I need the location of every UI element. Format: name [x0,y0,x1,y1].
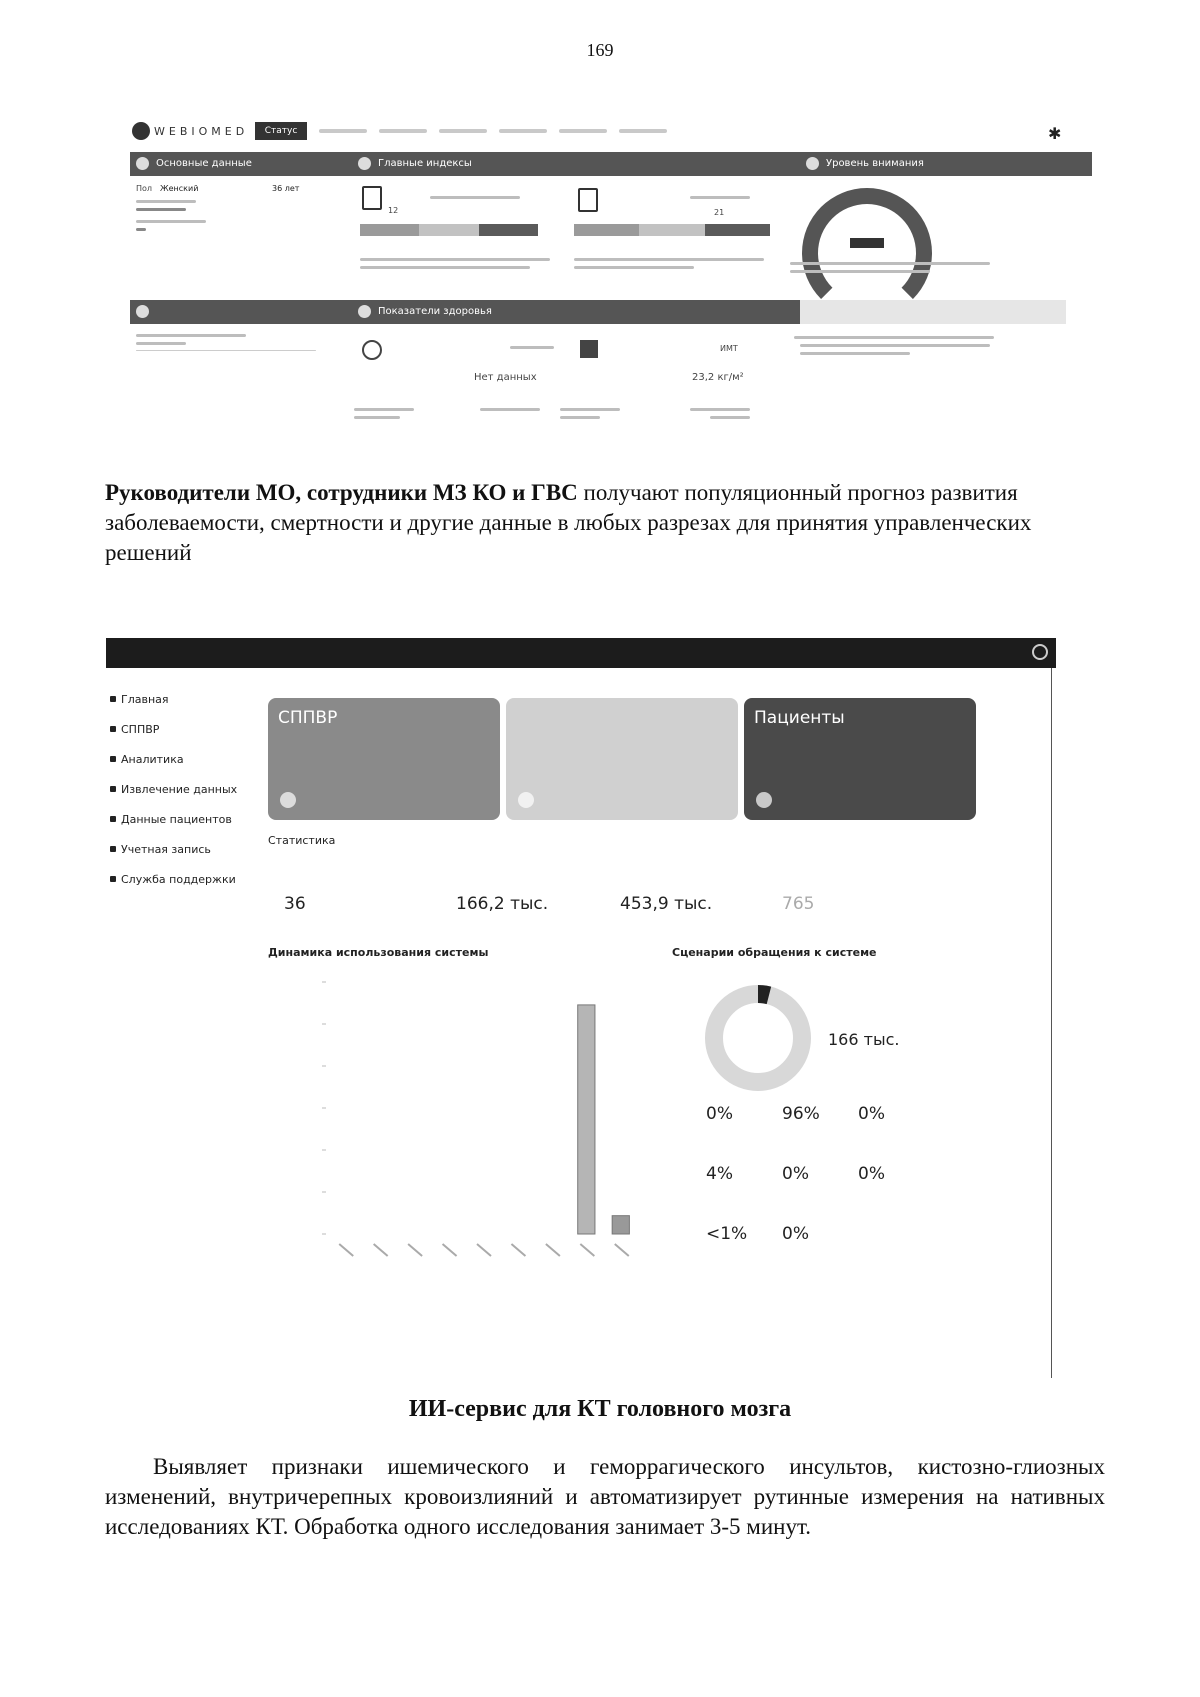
text-line [360,258,550,261]
donut-slice-minor[interactable] [758,994,769,995]
sidebar-item[interactable] [110,864,260,894]
cube-icon [110,726,116,732]
card-icon [518,792,534,808]
chart-icon [110,756,116,762]
text-line [710,416,750,419]
sidebar-item[interactable] [110,744,260,774]
sidebar-item[interactable] [110,684,260,714]
logo-text: WEBIOMED [154,124,249,138]
text-line [790,262,990,265]
text-line [574,266,694,269]
nav-tab[interactable] [439,129,487,133]
sidebar-item-label: Главная [121,692,169,706]
bmi-label: ИМТ [720,344,738,353]
home-icon [110,696,116,702]
x-tick-label [615,1244,629,1256]
card-icon [756,792,772,808]
text-line [136,342,186,345]
donut-slice-major[interactable] [714,994,802,1082]
user-icon [110,846,116,852]
usage-bar-chart [268,974,648,1274]
text-line [136,200,196,203]
nav-tab[interactable] [379,129,427,133]
sidebar-item-label: СППВР [121,722,160,736]
scenario-value: 0% [782,1224,809,1244]
sidebar-item[interactable] [110,714,260,744]
logo-icon [132,122,150,140]
text-line [136,220,206,223]
stat-value: 453,9 тыс. [620,894,713,914]
text-line [136,228,146,231]
text-line [360,266,530,269]
risk-scale-bar [574,224,770,236]
sidebar-item[interactable] [110,834,260,864]
text-line [574,258,764,261]
panel-diseases [130,300,372,324]
gear-icon[interactable]: ✱ [1048,124,1062,143]
network-icon [110,786,116,792]
scale-icon [580,340,598,358]
statistics-title: Статистика [268,834,336,847]
scenarios-title: Сценарии обращения к системе [672,946,877,959]
sidebar-item-label: Учетная запись [121,842,211,856]
logo [132,122,248,140]
dynamics-title: Динамика использования системы [268,946,489,959]
x-tick-label [408,1244,422,1256]
user-icon[interactable] [1032,644,1048,660]
section-heading: ИИ-сервис для КТ головного мозга [408,1396,792,1422]
card-sppvr[interactable] [268,698,500,820]
nav-tab[interactable] [499,129,547,133]
x-tick-label [511,1244,525,1256]
x-tick-label [580,1244,594,1256]
scenario-value: 0% [858,1104,885,1124]
sidebar-item-label: Аналитика [121,752,184,766]
text-line [480,408,540,411]
chart-bar[interactable] [578,1005,595,1234]
sidebar-item[interactable] [110,804,260,834]
x-tick-label [546,1244,560,1256]
panel-main-indices: Главные индексы [352,152,820,176]
no-data-text: Нет данных [474,372,537,383]
x-tick-label [477,1244,491,1256]
analytics-dashboard-screenshot [106,638,1056,1378]
patient-dashboard-screenshot [130,118,1070,478]
card-title: Пациенты [754,708,845,728]
card-analytics[interactable] [506,698,738,820]
sex-label: Пол [136,184,153,193]
scenario-value: <1% [706,1224,748,1244]
text-line [560,416,600,419]
sidebar [110,684,260,894]
age-value: 36 лет [272,184,300,193]
scenario-value: 0% [858,1164,885,1184]
text-line [354,416,400,419]
sidebar-item[interactable] [110,774,260,804]
intro-bold-subject: Руководители МО, сотрудники МЗ КО и ГВС [105,480,578,505]
text-line [510,346,554,349]
text-line [560,408,620,411]
text-line [800,352,910,355]
text-line [354,408,414,411]
card-icon [280,792,296,808]
divider [136,350,316,351]
heart-icon [362,340,382,360]
bmi-value: 23,2 кг/м² [692,372,744,383]
clipboard-icon [110,816,116,822]
text-line [430,196,520,199]
text-line [136,208,186,211]
stat-value: 36 [284,894,306,914]
card-patients[interactable] [744,698,976,820]
intro-paragraph [105,478,1105,568]
top-nav [255,122,667,140]
sidebar-item-label: Извлечение данных [121,782,238,796]
attention-notes-header [800,300,1066,324]
index-value: 12 [388,206,399,215]
chart-bar[interactable] [612,1216,629,1234]
text-line [790,270,930,273]
attention-gauge [802,188,932,318]
x-tick-label [339,1244,353,1256]
gauge-label [850,238,884,248]
index-value: 21 [714,208,725,217]
scenario-value: 96% [782,1104,820,1124]
text-line [794,336,994,339]
sidebar-item-label: Данные пациентов [121,812,232,826]
donut-center-value: 166 тыс. [828,1030,900,1049]
support-icon [110,876,116,882]
sidebar-item-label: Служба поддержки [121,872,236,886]
x-tick-label [443,1244,457,1256]
card-title: СППВР [278,708,338,728]
nav-tab[interactable] [559,129,607,133]
top-bar [106,638,1056,668]
intro-rest: получают популяционный прогноз развития заболеваемости, смертности и другие данные в любых разрезах для принятия управленческих решений [105,480,1032,565]
scenario-value: 4% [706,1164,733,1184]
x-tick-label [374,1244,388,1256]
text-line [690,196,750,199]
nav-tab[interactable] [319,129,367,133]
page-number: 169 [586,40,614,60]
description-paragraph: Выявляет признаки ишемического и геморрагического инсультов, кистозно-глиозных изменений, внутричерепных кровоизлияний и автоматизирует рутинные измерения на нативных исследованиях КТ. Обработка одного исследования занимает 3-5 минут. [105,1454,1105,1539]
nav-tab[interactable] [619,129,667,133]
stat-value: 765 [782,894,815,914]
index-icon [362,186,382,210]
document-icon [578,188,598,212]
text-line [136,334,246,337]
panel-health-indicators: Показатели здоровья [352,300,820,324]
text-line [800,344,990,347]
stat-value: 166,2 тыс. [456,894,549,914]
sex-value: Женский [160,184,199,193]
right-edge [1051,668,1052,1378]
panel-attention-level: Уровень внимания [800,152,1092,176]
scenario-value: 0% [706,1104,733,1124]
panel-basic-data: Основные данные [130,152,372,176]
scenario-value: 0% [782,1164,809,1184]
text-line [690,408,750,411]
scenarios-donut-chart [698,978,818,1098]
nav-tab-status[interactable]: Статус [255,122,307,140]
risk-scale-bar [360,224,538,236]
